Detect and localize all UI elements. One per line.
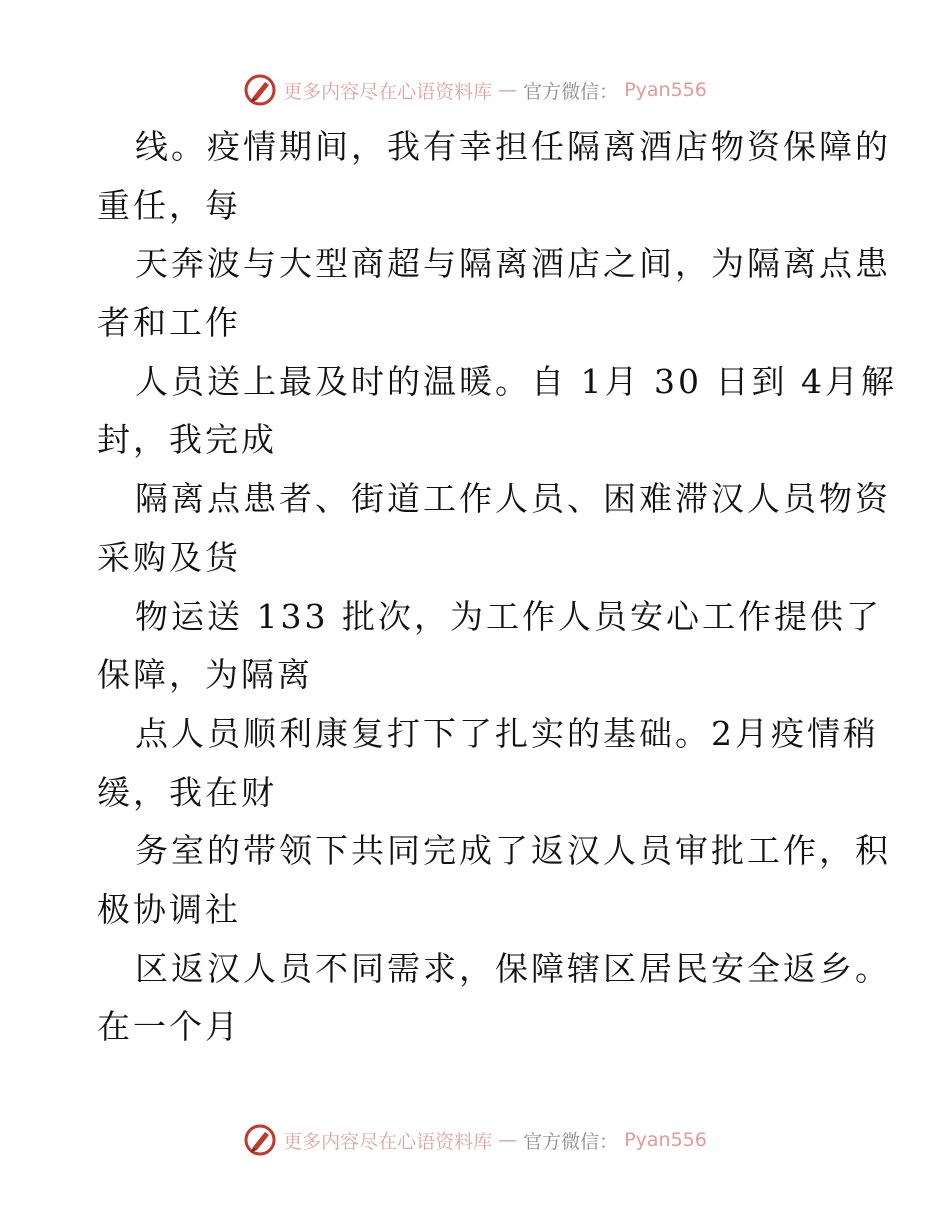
pen-logo-icon (243, 1123, 277, 1157)
header-dash: — (498, 79, 518, 101)
pen-logo-icon (243, 73, 277, 107)
text-line: 在一个月 (97, 1007, 241, 1047)
text-line: 点人员顺利康复打下了扎实的基础。2月疫情稍 (135, 713, 879, 753)
footer-wechat-id: Pyan556 (624, 1129, 707, 1151)
text-line: 采购及货 (97, 537, 241, 577)
text-line: 天奔波与大型商超与隔离酒店之间，为隔离点患 (135, 244, 891, 284)
text-line: 者和工作 (97, 303, 241, 343)
header-official-label: 官方微信： (523, 80, 619, 103)
text-line: 务室的带领下共同完成了返汉人员审批工作，积 (135, 831, 891, 871)
footer-dash: — (498, 1129, 518, 1151)
text-line: 区返汉人员不同需求，保障辖区居民安全返乡。 (135, 948, 891, 988)
text-line: 缓，我在财 (97, 772, 277, 812)
text-line: 保障，为隔离 (97, 655, 313, 695)
footer-official-label: 官方微信： (523, 1130, 619, 1153)
footer-brand-text: 更多内容尽在心语资料库 (283, 1130, 493, 1153)
header-brand-text: 更多内容尽在心语资料库 (283, 80, 493, 103)
text-line: 线。疫情期间，我有幸担任隔离酒店物资保障的 (135, 127, 891, 166)
text-line: 封，我完成 (97, 420, 277, 460)
text-line: 人员送上最及时的温暖。自 1月 30 日到 4月解 (135, 361, 897, 401)
document-body (0, 118, 950, 1057)
header-wechat-id: Pyan556 (624, 79, 707, 101)
header-banner (0, 70, 950, 110)
text-line: 物运送 133 批次，为工作人员安心工作提供了 (135, 596, 882, 636)
text-line: 隔离点患者、街道工作人员、困难滞汉人员物资 (135, 479, 891, 519)
footer-banner (0, 1120, 950, 1160)
text-line: 极协调社 (97, 889, 241, 929)
text-line: 重任，每 (97, 185, 241, 225)
